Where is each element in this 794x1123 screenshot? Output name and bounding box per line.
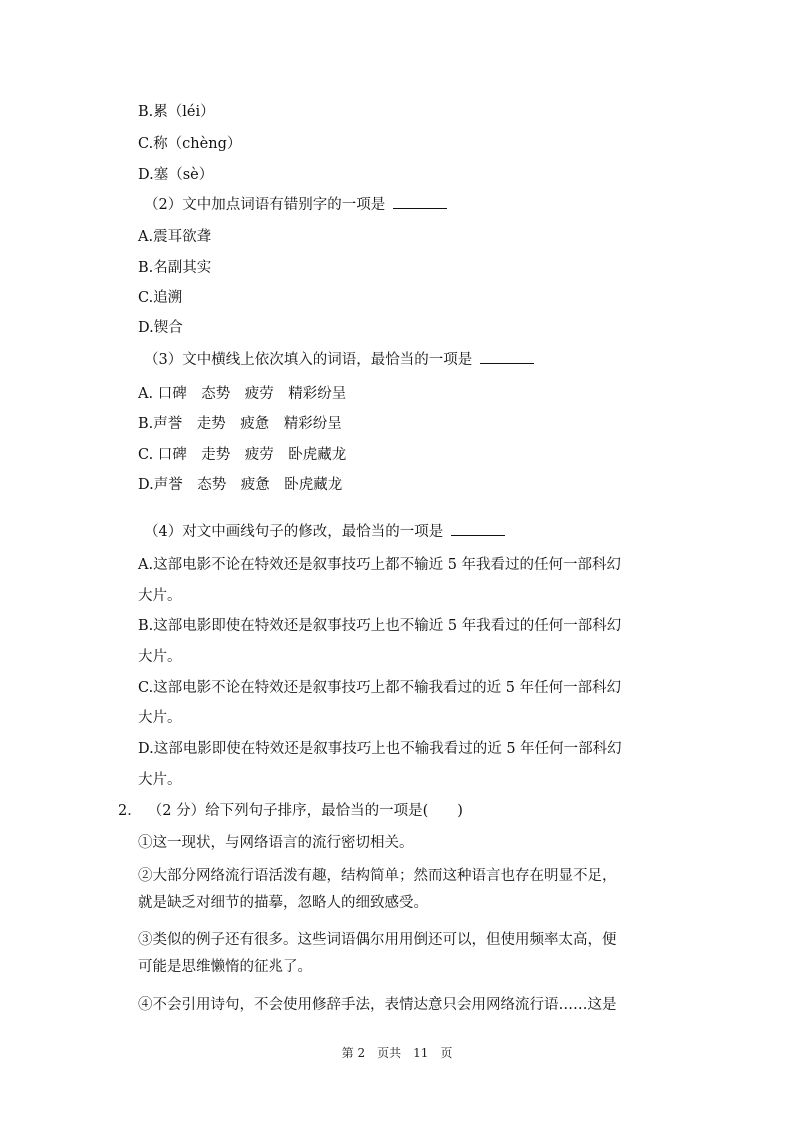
option-a-line-2: 大片。 [138, 588, 182, 604]
sentence-3-line-1: ③类似的例子还有很多。这些词语偶尔用用倒还可以，但使用频率太高，便 [138, 932, 617, 948]
option-c-pinyin: C.称（chèng） [138, 136, 242, 152]
option-d: D.声誉 态势 疲惫 卧虎藏龙 [138, 477, 343, 493]
option-b-line-1: B.这部电影即使在特效还是叙事技巧上也不输近 5 年我看过的任何一部科幻 [138, 618, 622, 634]
question-1-4-text: （4）对文中画线句子的修改，最恰当的一项是 [144, 524, 444, 540]
question-2-header [118, 801, 463, 821]
answer-blank [393, 194, 447, 209]
option-a-line-1: A.这部电影不论在特效还是叙事技巧上都不输近 5 年我看过的任何一部科幻 [138, 557, 622, 573]
sentence-1: ①这一现状，与网络语言的流行密切相关。 [138, 835, 414, 851]
option-d-line-2: 大片。 [138, 772, 182, 788]
option-c: C. 口碑 走势 疲劳 卧虎藏龙 [138, 447, 347, 463]
sentence-2-line-2: 就是缺乏对细节的描摹，忽略人的细致感受。 [138, 895, 428, 911]
option-b: B.名副其实 [138, 260, 212, 276]
sentence-4-line-1: ④不会引用诗句，不会使用修辞手法，表情达意只会用网络流行语……这是 [138, 997, 617, 1013]
answer-blank [451, 521, 505, 536]
sentence-3-line-2: 可能是思维懒惰的征兆了。 [138, 959, 312, 975]
page-footer: 第 2 页共 11 页 [341, 1046, 453, 1060]
question-1-2-text: （2）文中加点词语有错别字的一项是 [144, 197, 386, 213]
option-d: D.锲合 [138, 320, 183, 336]
option-c-line-2: 大片。 [138, 710, 182, 726]
option-a: A.震耳欲聋 [138, 229, 212, 245]
answer-blank [480, 349, 534, 364]
sentence-2-line-1: ②大部分网络流行语活泼有趣，结构简单；然而这种语言也存在明显不足， [138, 868, 617, 884]
question-1-2-prompt [144, 194, 447, 215]
option-d-pinyin: D.塞（sè） [138, 167, 214, 183]
question-1-3-prompt [144, 349, 534, 370]
option-b: B.声誉 走势 疲惫 精彩纷呈 [138, 416, 342, 432]
option-c-line-1: C.这部电影不论在特效还是叙事技巧上都不输我看过的近 5 年任何一部科幻 [138, 680, 622, 696]
option-b-pinyin: B.累（léi） [138, 104, 215, 120]
question-2-prompt: （2 分）给下列句子排序，最恰当的一项是( ) [147, 803, 463, 819]
option-c: C.追溯 [138, 290, 183, 306]
question-1-4-prompt [144, 521, 505, 542]
option-b-line-2: 大片。 [138, 649, 182, 665]
question-1-3-text: （3）文中横线上依次填入的词语，最恰当的一项是 [144, 352, 473, 368]
question-number: 2． [118, 803, 142, 819]
option-d-line-1: D.这部电影即使在特效还是叙事技巧上也不输我看过的近 5 年任何一部科幻 [138, 741, 622, 757]
option-a: A. 口碑 态势 疲劳 精彩纷呈 [138, 386, 347, 402]
